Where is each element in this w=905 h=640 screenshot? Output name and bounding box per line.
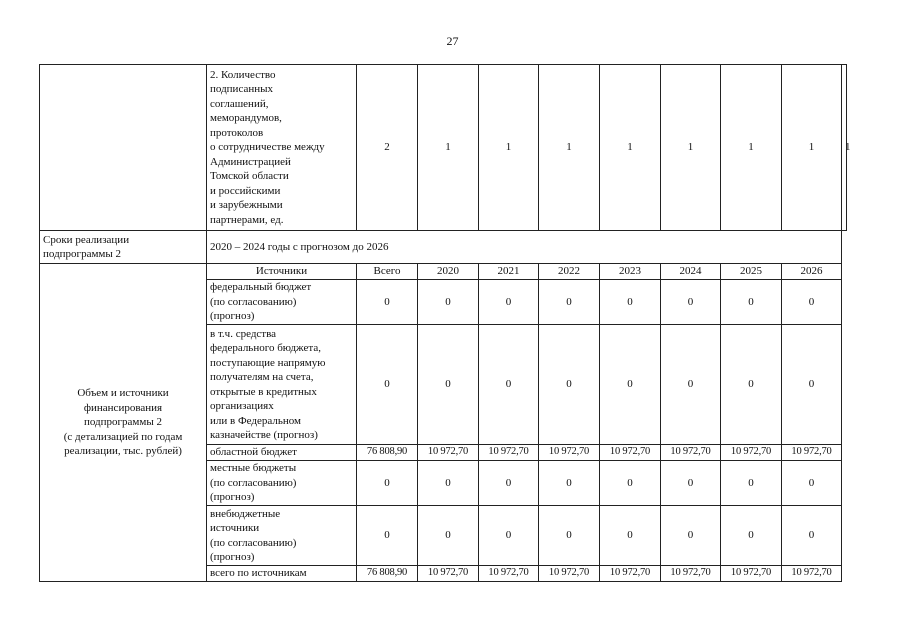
empty-cell (40, 65, 207, 231)
table-cell: 0 (539, 461, 600, 506)
table-cell: 10 972,70 (600, 566, 661, 582)
table-cell: 0 (357, 506, 418, 566)
source-label (207, 461, 357, 506)
table-cell: 10 972,70 (782, 445, 842, 461)
funding-label-line: (с детализацией по годам (63, 430, 183, 443)
table-cell: 0 (782, 461, 842, 506)
source-label-line: организациях (210, 400, 274, 412)
source-label-line: получателям на счета, (210, 371, 314, 383)
funding-label (40, 264, 207, 582)
funding-label-line: Объем и источники (77, 387, 169, 400)
source-label-line: (по согласованию) (210, 295, 297, 308)
table-cell: 0 (600, 506, 661, 566)
source-label-line: федеральный бюджет (210, 281, 312, 294)
source-label-line: (по согласованию) (210, 536, 297, 549)
table-cell: 76 808,90 (357, 566, 418, 582)
table-cell: 10 972,70 (539, 566, 600, 582)
source-label (207, 566, 357, 582)
indicator-label-line: 2. Количество (210, 68, 276, 81)
table-cell: 0 (661, 325, 721, 445)
table-cell: 0 (661, 461, 721, 506)
table-cell: 0 (600, 325, 661, 445)
indicator-label-line: меморандумов, (210, 112, 282, 125)
column-header: 2020 (418, 264, 479, 280)
program-table (39, 64, 851, 582)
table-cell: 76 808,90 (357, 445, 418, 461)
indicator-row (40, 65, 847, 231)
source-label (207, 325, 357, 445)
table-cell: 0 (479, 506, 539, 566)
indicator-label-line: протоколов (210, 126, 264, 139)
page-number: 27 (446, 34, 459, 48)
funding-label-line: финансирования (83, 401, 163, 414)
indicator-value: 1 (721, 65, 782, 231)
indicator-value: 1 (539, 65, 600, 231)
table-cell: 0 (600, 280, 661, 325)
indicator-value: 1 (418, 65, 479, 231)
source-label-line: казначействе (прогноз) (210, 429, 318, 441)
table-cell: 10 972,70 (661, 566, 721, 582)
period-label-line: Сроки реализации (43, 233, 130, 246)
period-value: 2020 – 2024 годы с прогнозом до 2026 (207, 231, 842, 264)
table-cell: 0 (418, 461, 479, 506)
table-cell: 10 972,70 (418, 445, 479, 461)
table-cell: 0 (661, 506, 721, 566)
source-label-line: внебюджетные (210, 507, 281, 520)
column-header: 2024 (661, 264, 721, 280)
table-cell: 0 (782, 325, 842, 445)
source-label-line: (по согласованию) (210, 476, 297, 489)
indicator-value: 2 (357, 65, 418, 231)
column-header: Всего (357, 264, 418, 280)
indicator-label-line: подписанных (210, 83, 274, 96)
table-cell: 10 972,70 (721, 445, 782, 461)
source-label (207, 506, 357, 566)
table-cell: 10 972,70 (479, 566, 539, 582)
source-label-line: местные бюджеты (210, 462, 297, 475)
table-cell: 10 972,70 (661, 445, 721, 461)
table-cell: 0 (721, 325, 782, 445)
table-cell: 0 (539, 280, 600, 325)
table-cell: 0 (357, 325, 418, 445)
table-cell: 0 (782, 506, 842, 566)
table-cell: 0 (721, 280, 782, 325)
indicator-value: 1 (842, 65, 847, 231)
table-cell: 0 (479, 461, 539, 506)
funding-label-line: подпрограммы 2 (83, 416, 162, 429)
indicator-label-line: и российскими (210, 184, 281, 197)
table-cell: 10 972,70 (782, 566, 842, 582)
source-label-line: или в Федеральном (210, 414, 301, 427)
source-label (207, 280, 357, 325)
column-header: 2022 (539, 264, 600, 280)
indicator-label-line: партнерами, ед. (210, 213, 284, 226)
table-cell: 0 (357, 280, 418, 325)
period-label (40, 231, 207, 264)
table-cell: 10 972,70 (479, 445, 539, 461)
indicator-label-line: соглашений, (210, 97, 269, 110)
column-header: 2025 (721, 264, 782, 280)
indicator-value: 1 (661, 65, 721, 231)
table-cell: 10 972,70 (600, 445, 661, 461)
source-label-line: федерального бюджета, (210, 342, 321, 354)
source-label-line: (прогноз) (210, 491, 255, 504)
table-cell: 0 (418, 506, 479, 566)
indicator-value: 1 (782, 65, 842, 231)
table-cell: 0 (600, 461, 661, 506)
source-label-line: (прогноз) (210, 551, 255, 563)
table-cell: 0 (539, 506, 600, 566)
table-cell: 0 (539, 325, 600, 445)
period-label-line: подпрограммы 2 (43, 248, 122, 260)
column-header: 2023 (600, 264, 661, 280)
funding-label-line: реализации, тыс. рублей) (64, 445, 182, 458)
indicator-label-line: Администрацией (210, 155, 291, 168)
table-cell: 10 972,70 (721, 566, 782, 582)
source-label-line: областной бюджет (210, 446, 297, 459)
source-label-line: открытые в кредитных (210, 385, 317, 398)
indicator-label-line: о сотрудничестве между (210, 141, 325, 154)
source-label-line: в т.ч. средства (210, 327, 277, 340)
indicator-label (207, 65, 357, 231)
table-cell: 0 (721, 506, 782, 566)
indicator-label-line: и зарубежными (210, 199, 283, 212)
table-cell: 0 (357, 461, 418, 506)
source-label-line: поступающие напрямую (210, 356, 326, 369)
source-label-line: источники (210, 522, 260, 534)
table-cell: 10 972,70 (539, 445, 600, 461)
indicator-value: 1 (600, 65, 661, 231)
period-row (40, 231, 847, 264)
table-cell: 0 (661, 280, 721, 325)
source-label (207, 445, 357, 461)
source-label-line: (прогноз) (210, 310, 255, 323)
source-label-line: всего по источникам (210, 567, 307, 580)
table-cell: 10 972,70 (418, 566, 479, 582)
funding-header-row (40, 264, 847, 280)
table-cell: 0 (479, 325, 539, 445)
column-header: 2026 (782, 264, 842, 280)
table-cell: 0 (418, 325, 479, 445)
table-cell: 0 (721, 461, 782, 506)
column-header: Источники (207, 264, 357, 280)
table-cell: 0 (479, 280, 539, 325)
indicator-label-line: Томской области (210, 170, 289, 183)
table-cell: 0 (418, 280, 479, 325)
indicator-value: 1 (479, 65, 539, 231)
table-cell: 0 (782, 280, 842, 325)
column-header: 2021 (479, 264, 539, 280)
